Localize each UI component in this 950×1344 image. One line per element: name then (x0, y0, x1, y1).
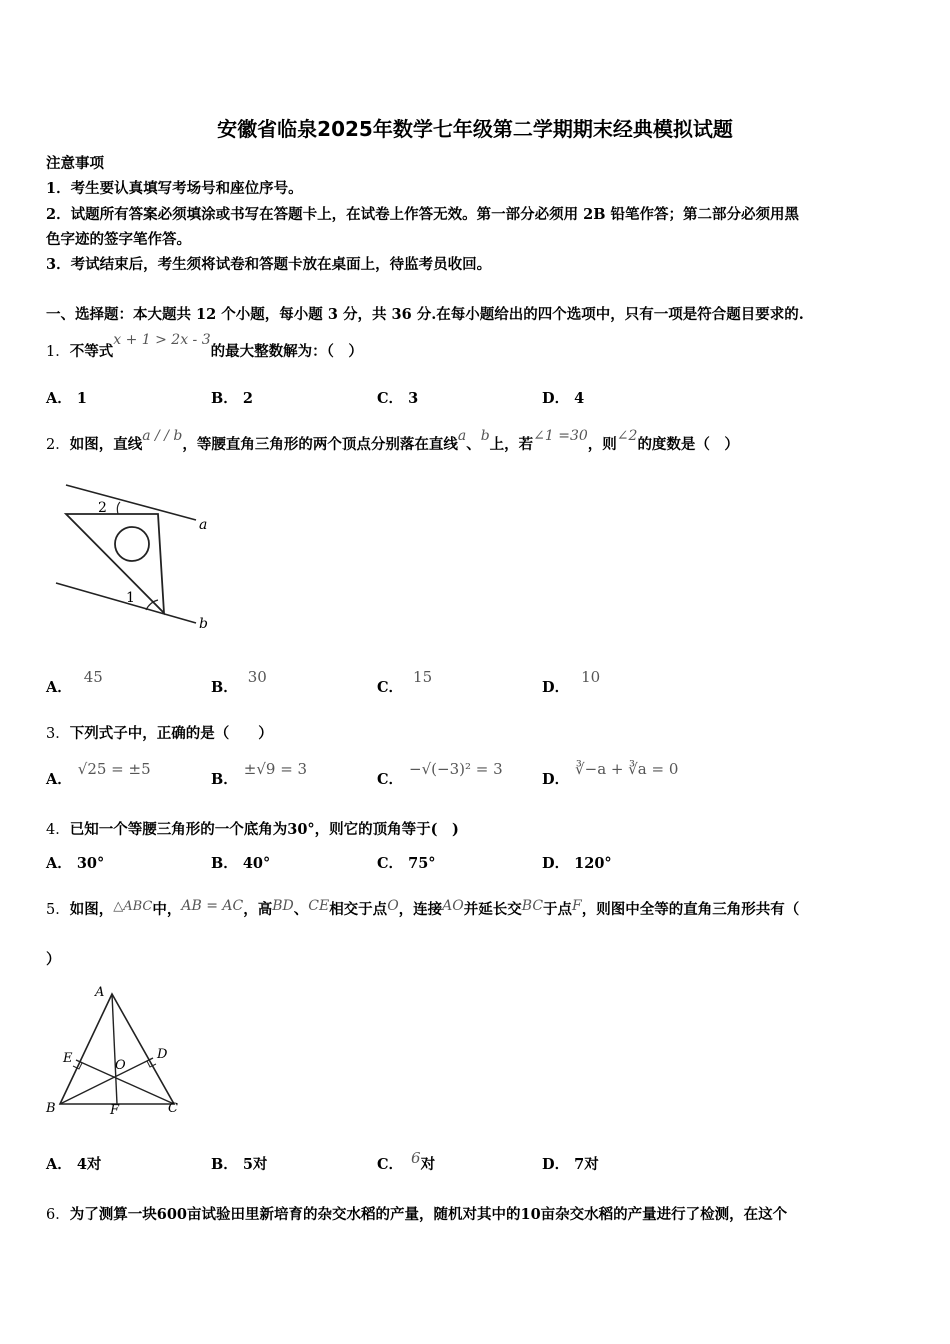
notice-item: 2．试题所有答案必须填涂或书写在答题卡上，在试卷上作答无效。第一部分必须用 2B 铅笔作答；第二部分必须用黑 (46, 206, 800, 223)
line-b-label: b (199, 616, 208, 632)
option-b: B． 40° (211, 855, 271, 872)
option-d: D． 7对 (542, 1156, 599, 1173)
option-b: B．30 (211, 668, 267, 696)
question-3: 3．下列式子中，正确的是（ ） (46, 725, 273, 742)
option-d: D．∛−a + ∛a = 0 (542, 760, 679, 788)
parallel-lines-triangle-figure (46, 478, 226, 638)
option-d: D． 4 (542, 390, 585, 407)
question-5: 5．如图，△ABC中，AB = AC，高BD、CE相交于点O，连接AO并延长交BC于点F，则图中全等的直角三角形共有（ (46, 898, 800, 918)
question-2: 2．如图，直线a / / b，等腰直角三角形的两个顶点分别落在直线a、b上，若∠1 =30，则∠2的度数是（ ） (46, 428, 739, 453)
point-b-label: B (46, 1101, 56, 1116)
option-a: A．√25 = ±5 (46, 760, 151, 788)
option-c: C． 3 (377, 390, 419, 407)
option-b: B． 5对 (211, 1156, 268, 1173)
angle-2-arc (117, 502, 120, 514)
option-a: A． 30° (46, 855, 105, 872)
notice-item: 色字迹的签字笔作答。 (46, 231, 191, 248)
section-heading: 一、选择题：本大题共 12 个小题，每小题 3 分，共 36 分.在每小题给出的四个选项中，只有一项是符合题目要求的. (46, 306, 804, 323)
option-c: C． 6对 (377, 1149, 436, 1173)
segment-af (112, 994, 117, 1104)
question-6: 6．为了测算一块600亩试验田里新培育的杂交水稻的产量，随机对其中的10亩杂交水稻的产量进行了检测，在这个 (46, 1206, 788, 1223)
line-a-label: a (199, 517, 208, 533)
option-c: C． 75° (377, 855, 436, 872)
inequality-math: x + 1 > 2x - 3 (113, 332, 211, 348)
option-d: D．10 (542, 668, 601, 696)
notice-item: 3．考试结束后，考生须将试卷和答题卡放在桌面上，待监考员收回。 (46, 256, 492, 273)
option-d: D． 120° (542, 855, 612, 872)
point-c-label: C (168, 1101, 178, 1116)
circle-shape (115, 527, 149, 561)
option-a: A． 1 (46, 390, 87, 407)
question-4: 4．已知一个等腰三角形的一个底角为30°，则它的顶角等于( ) (46, 821, 459, 838)
point-o-label: O (115, 1058, 126, 1073)
option-a: A．45 (46, 668, 103, 696)
point-e-label: E (63, 1051, 73, 1066)
point-a-label: A (95, 985, 105, 1000)
page-title: 安徽省临泉2025年数学七年级第二学期期末经典模拟试题 (217, 117, 733, 141)
question-5-continued: ） (46, 951, 61, 968)
point-f-label: F (110, 1103, 120, 1118)
notice-item: 1．考生要认真填写考场号和座位序号。 (46, 180, 303, 197)
question-1: 1．不等式x + 1 > 2x - 3的最大整数解为：（ ） (46, 332, 363, 360)
option-c: C．15 (377, 668, 433, 696)
angle-1-label: 1 (126, 590, 135, 606)
right-triangle (66, 514, 164, 613)
point-d-label: D (157, 1047, 168, 1062)
option-b: B．±√9 = 3 (211, 760, 308, 788)
option-c: C．−√(−3)² = 3 (377, 760, 503, 788)
question-number: 1． (46, 344, 70, 360)
option-a: A． 4对 (46, 1156, 102, 1173)
angle-2-label: 2 (98, 500, 107, 516)
segment-bd (60, 1058, 153, 1104)
option-b: B． 2 (211, 390, 253, 407)
isosceles-triangle-figure (40, 980, 190, 1120)
notice-heading: 注意事项 (46, 155, 104, 172)
